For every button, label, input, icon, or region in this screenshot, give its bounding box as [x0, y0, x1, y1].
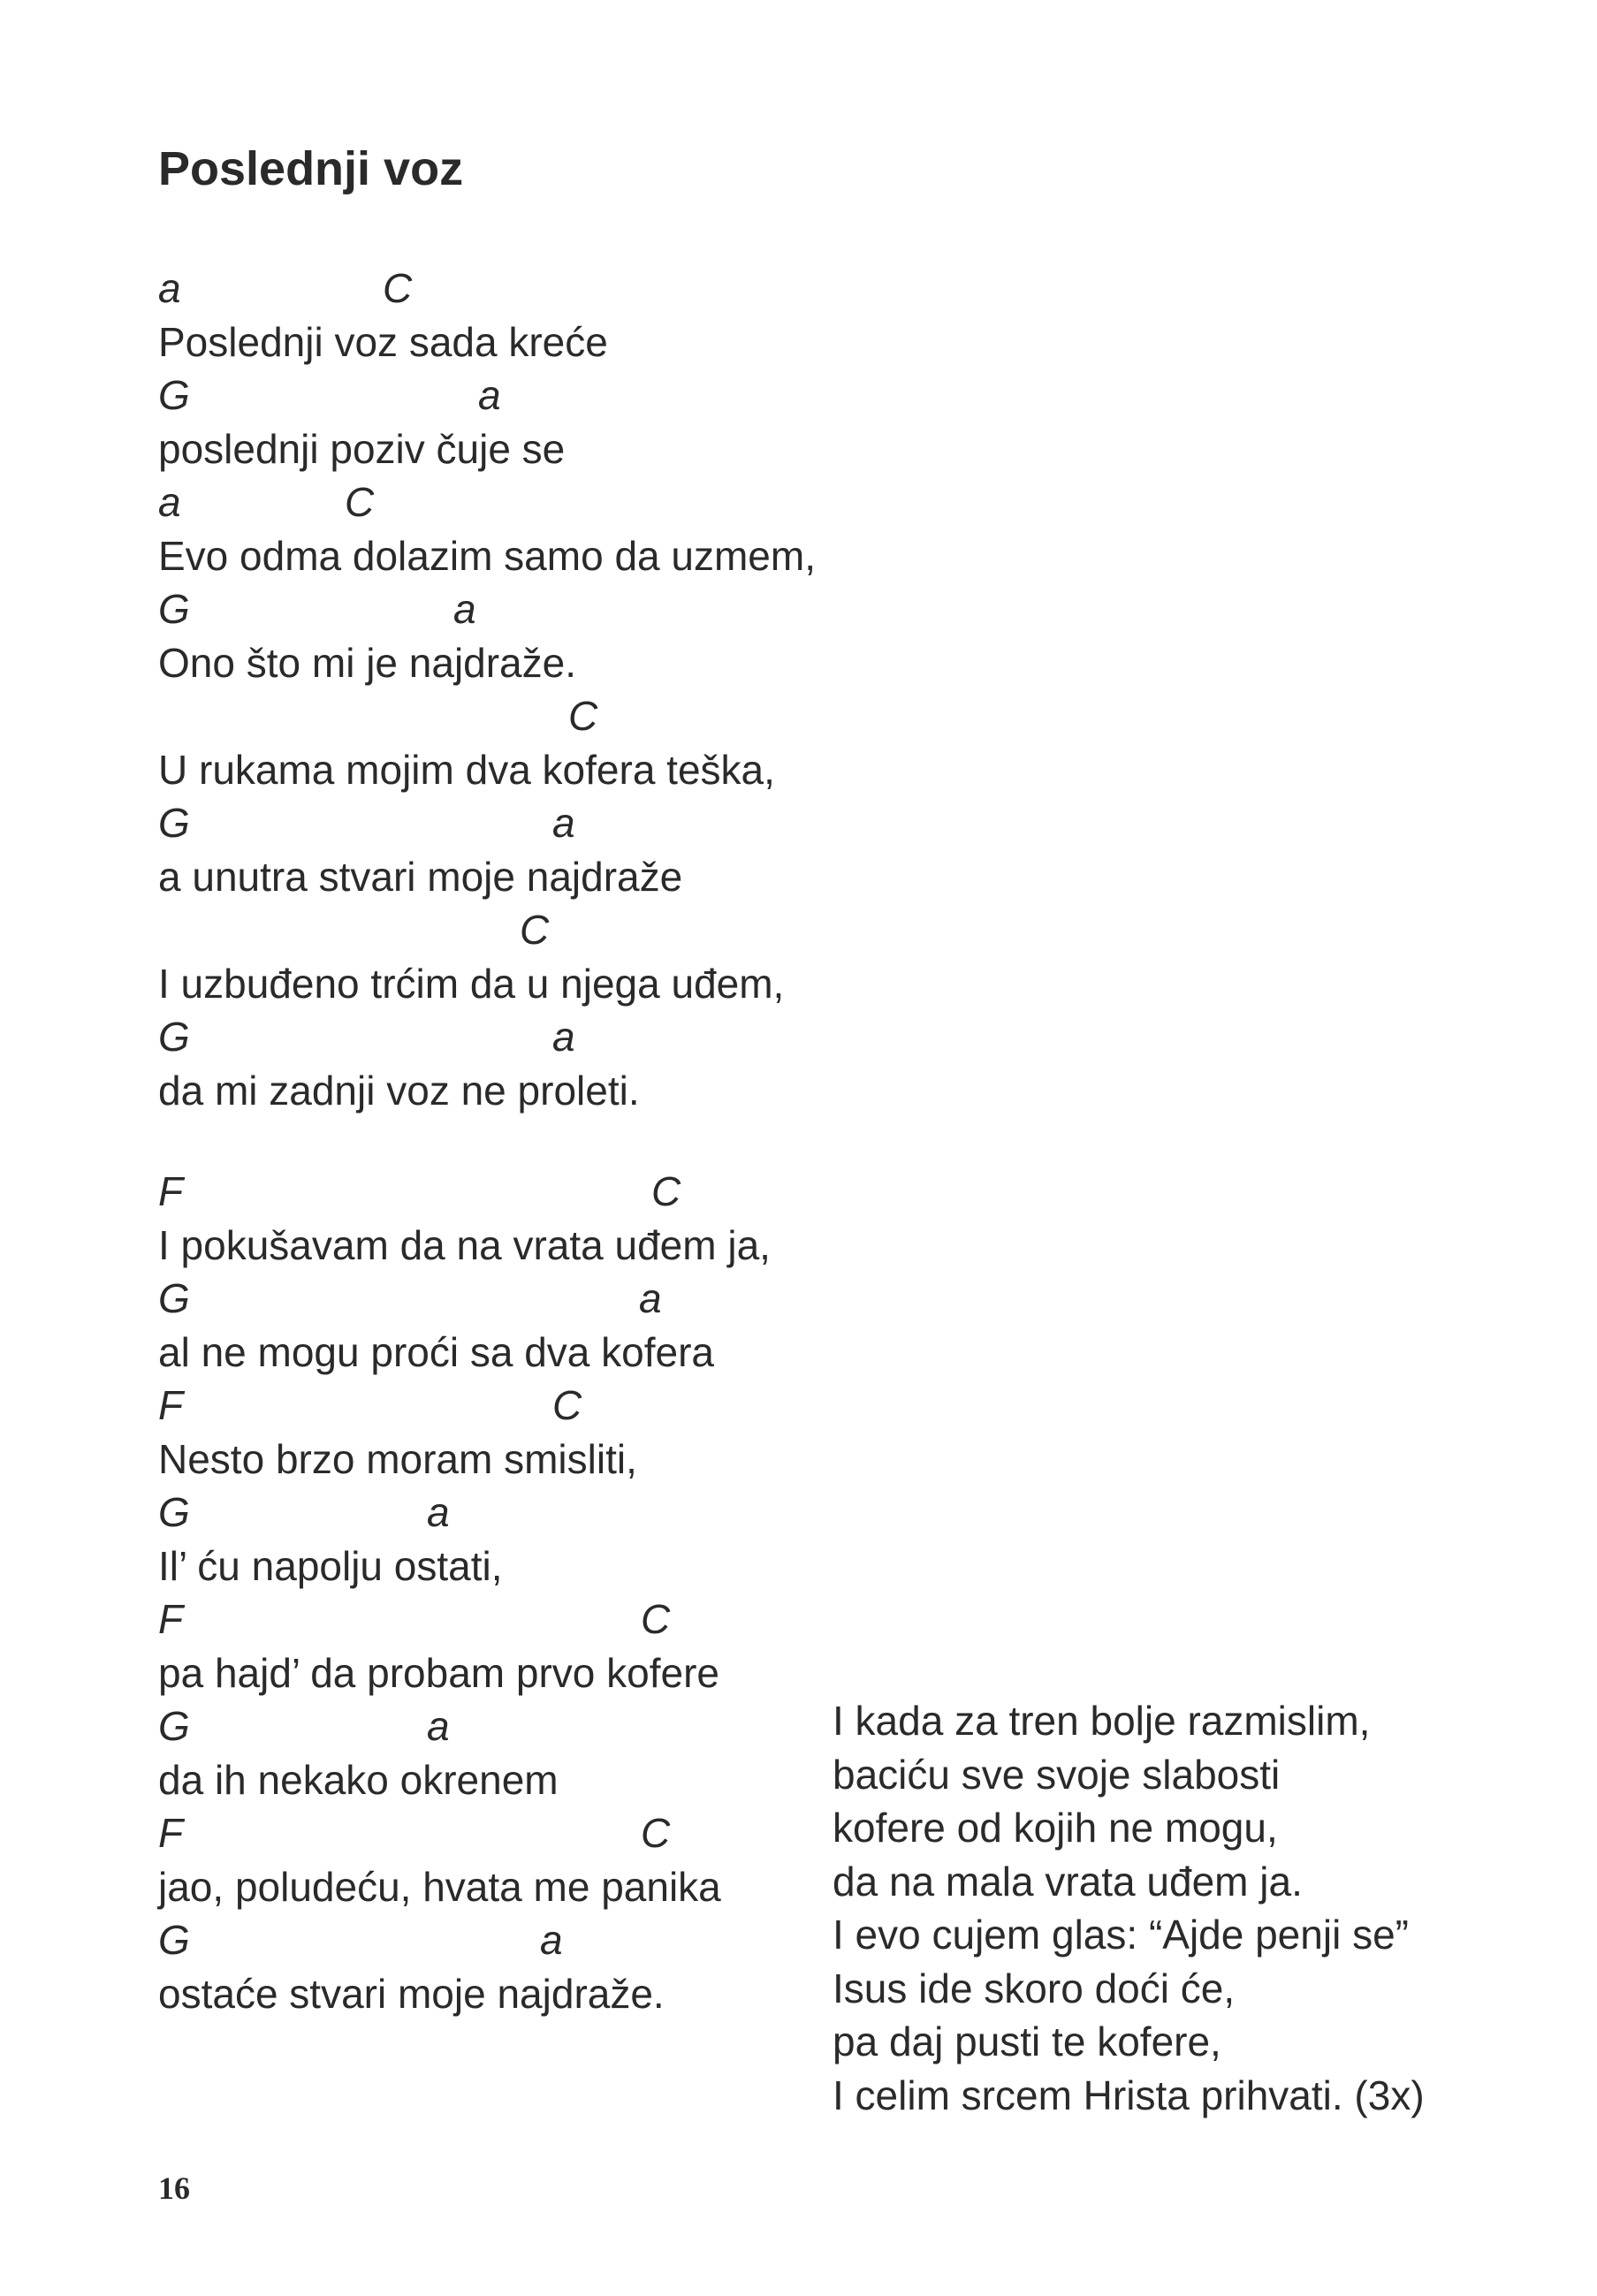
chord-line	[158, 1593, 771, 1646]
lyric-line: I uzbuđeno trćim da u njega uđem,	[158, 960, 785, 1007]
lyric-line: U rukama mojim dva kofera teška,	[158, 746, 775, 793]
lyric-line: Il’ ću napolju ostati,	[158, 1542, 503, 1589]
chorus-line: Isus ide skoro doći će,	[833, 1965, 1236, 2011]
chorus-line: kofere od kojih ne mogu,	[833, 1805, 1278, 1851]
lyric-line: Nesto brzo moram smisliti,	[158, 1435, 637, 1482]
chord: a	[478, 372, 501, 418]
chord: C	[345, 479, 375, 525]
lyric-line: I pokušavam da na vrata uđem ja,	[158, 1221, 771, 1268]
lyric-line: da ih nekako okrenem	[158, 1756, 559, 1803]
chord: F	[158, 1810, 184, 1856]
chord-line	[158, 903, 816, 957]
chord: C	[568, 693, 598, 739]
chord: G	[158, 800, 190, 846]
chord-line	[158, 262, 816, 316]
chord: F	[158, 1168, 184, 1214]
chord-line	[158, 1165, 771, 1219]
chorus-line: da na mala vrata uđem ja.	[833, 1858, 1303, 1904]
chord: F	[158, 1596, 184, 1642]
chord-line	[158, 369, 816, 422]
chord-line	[158, 689, 816, 743]
chord: C	[651, 1168, 681, 1214]
chord: a	[552, 1014, 575, 1060]
chord-line	[158, 475, 816, 529]
page-number: 16	[158, 2171, 190, 2206]
chord: a	[427, 1489, 450, 1535]
chord-line	[158, 1272, 771, 1326]
chorus-line: baciću sve svoje slabosti	[833, 1751, 1281, 1798]
chorus-line: pa daj pusti te kofere,	[833, 2019, 1221, 2064]
chord: a	[453, 586, 476, 632]
chord: G	[158, 1703, 190, 1749]
chorus	[833, 1694, 1425, 2122]
chord: G	[158, 1014, 190, 1060]
chord: G	[158, 1917, 190, 1963]
lyric-line: Evo odma dolazim samo da uzmem,	[158, 532, 816, 579]
verse-1	[158, 262, 816, 1117]
chord: C	[383, 265, 413, 311]
chord: a	[552, 800, 575, 846]
chord: a	[427, 1703, 450, 1749]
chorus-line: I kada za tren bolje razmislim,	[833, 1698, 1371, 1744]
chord: C	[641, 1596, 671, 1642]
verse-2	[158, 1165, 771, 2020]
song-title: Poslednji voz	[158, 142, 464, 195]
chord-line	[158, 1379, 771, 1433]
lyric-line: Ono što mi je najdraže.	[158, 639, 577, 686]
chord: G	[158, 372, 190, 418]
lyric-line: al ne mogu proći sa dva kofera	[158, 1328, 715, 1375]
chord-line	[158, 1699, 771, 1753]
chord: C	[520, 907, 550, 953]
lyric-line: a unutra stvari moje najdraže	[158, 853, 683, 900]
chord: C	[552, 1382, 582, 1428]
chord-line	[158, 1010, 816, 1064]
lyric-line: ostaće stvari moje najdraže.	[158, 1970, 665, 2017]
chord-line	[158, 1806, 771, 1860]
lyric-line: jao, poludeću, hvata me panika	[158, 1863, 721, 1910]
chord: a	[639, 1275, 662, 1321]
chord: G	[158, 1275, 190, 1321]
lyric-line: pa hajd’ da probam prvo kofere	[158, 1649, 720, 1696]
chord: F	[158, 1382, 184, 1428]
lyric-line: poslednji poziv čuje se	[158, 425, 566, 472]
chord: G	[158, 586, 190, 632]
chord-line	[158, 582, 816, 636]
chord-line	[158, 1913, 771, 1967]
chord-line	[158, 796, 816, 850]
lyric-line: Poslednji voz sada kreće	[158, 318, 608, 365]
chorus-line: I evo cujem glas: “Ajde penji se”	[833, 1912, 1409, 1958]
lyric-line: da mi zadnji voz ne proleti.	[158, 1067, 640, 1114]
chord-line	[158, 1486, 771, 1540]
chord: a	[158, 479, 181, 525]
chord: a	[158, 265, 181, 311]
chord: G	[158, 1489, 190, 1535]
chord: C	[641, 1810, 671, 1856]
chorus-line: I celim srcem Hrista prihvati. (3x)	[833, 2072, 1425, 2118]
chord: a	[540, 1917, 563, 1963]
